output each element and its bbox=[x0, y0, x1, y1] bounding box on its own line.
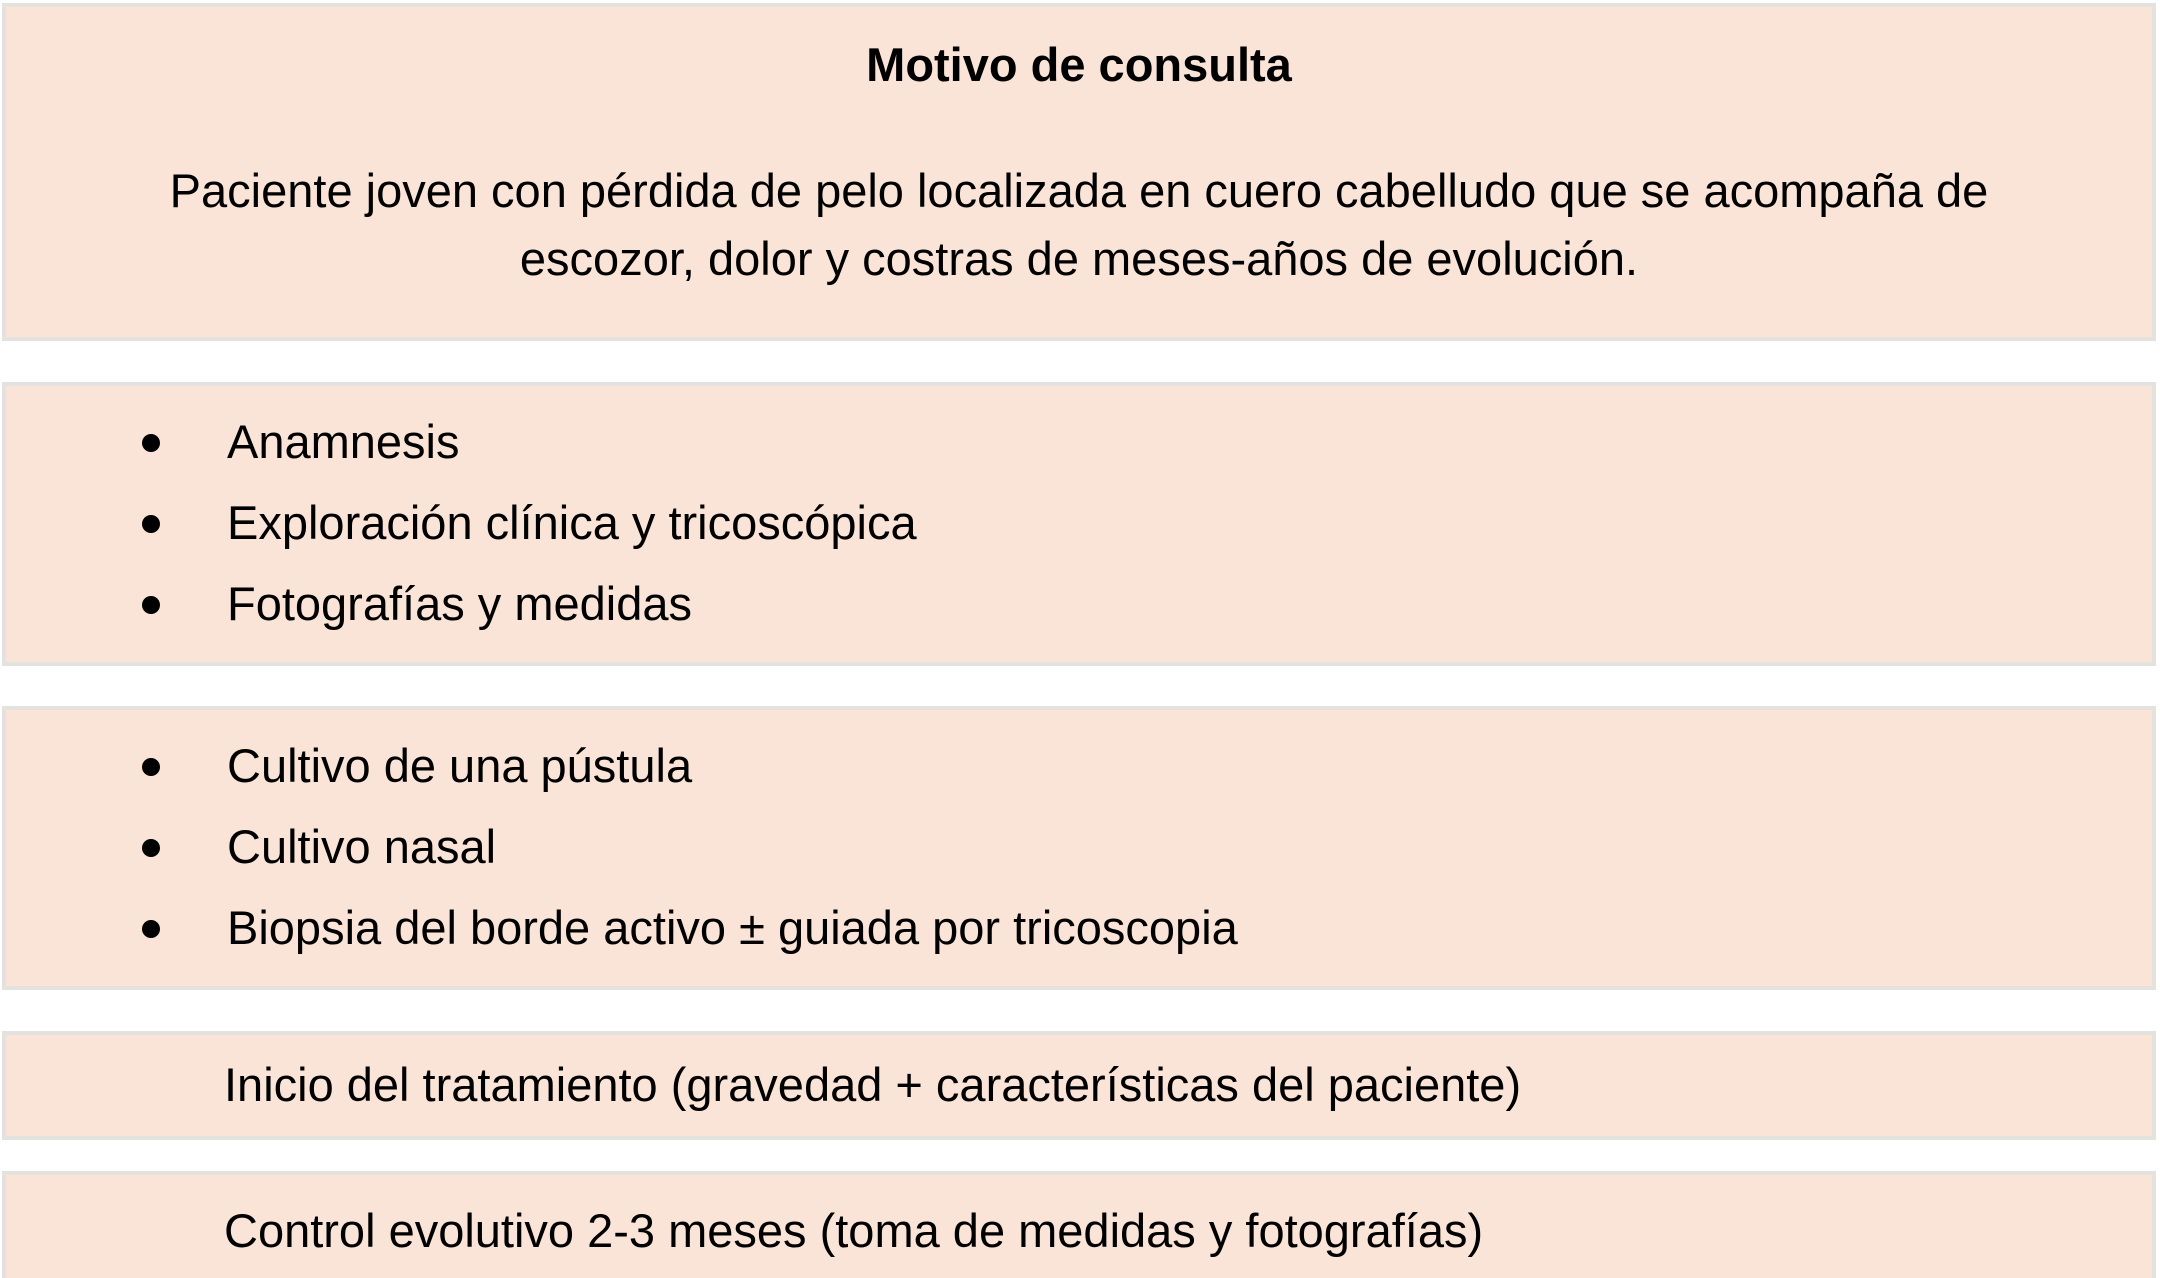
list-item-label: Cultivo de una pústula bbox=[227, 739, 693, 792]
list-item-label: Fotografías y medidas bbox=[227, 577, 692, 630]
bullet-icon bbox=[142, 758, 160, 776]
bullet-icon bbox=[142, 434, 160, 452]
assessment-box bbox=[2, 382, 2156, 666]
consult-box bbox=[2, 3, 2156, 341]
consult-title: Motivo de consulta bbox=[866, 38, 1292, 91]
follow-up-text: Control evolutivo 2-3 meses (toma de medidas y fotografías) bbox=[224, 1204, 1484, 1257]
list-item-label: Anamnesis bbox=[227, 415, 460, 468]
consult-description-line1: Paciente joven con pérdida de pelo localizada en cuero cabelludo que se acompaña de bbox=[169, 164, 1989, 217]
consult-description bbox=[46, 157, 2112, 293]
list-item-label: Biopsia del borde activo ± guiada por tricoscopia bbox=[227, 901, 1238, 954]
list-item-label: Cultivo nasal bbox=[227, 820, 497, 873]
treatment-text: Inicio del tratamiento (gravedad + características del paciente) bbox=[224, 1058, 1522, 1111]
consult-description-line2: escozor, dolor y costras de meses-años de evolución. bbox=[519, 232, 1639, 285]
bullet-icon bbox=[142, 515, 160, 533]
bullet-icon bbox=[142, 596, 160, 614]
follow-up-box bbox=[2, 1171, 2156, 1278]
tests-box bbox=[2, 706, 2156, 990]
bullet-icon bbox=[142, 920, 160, 938]
treatment-box bbox=[2, 1031, 2156, 1140]
list-item-label: Exploración clínica y tricoscópica bbox=[227, 496, 917, 549]
bullet-icon bbox=[142, 839, 160, 857]
